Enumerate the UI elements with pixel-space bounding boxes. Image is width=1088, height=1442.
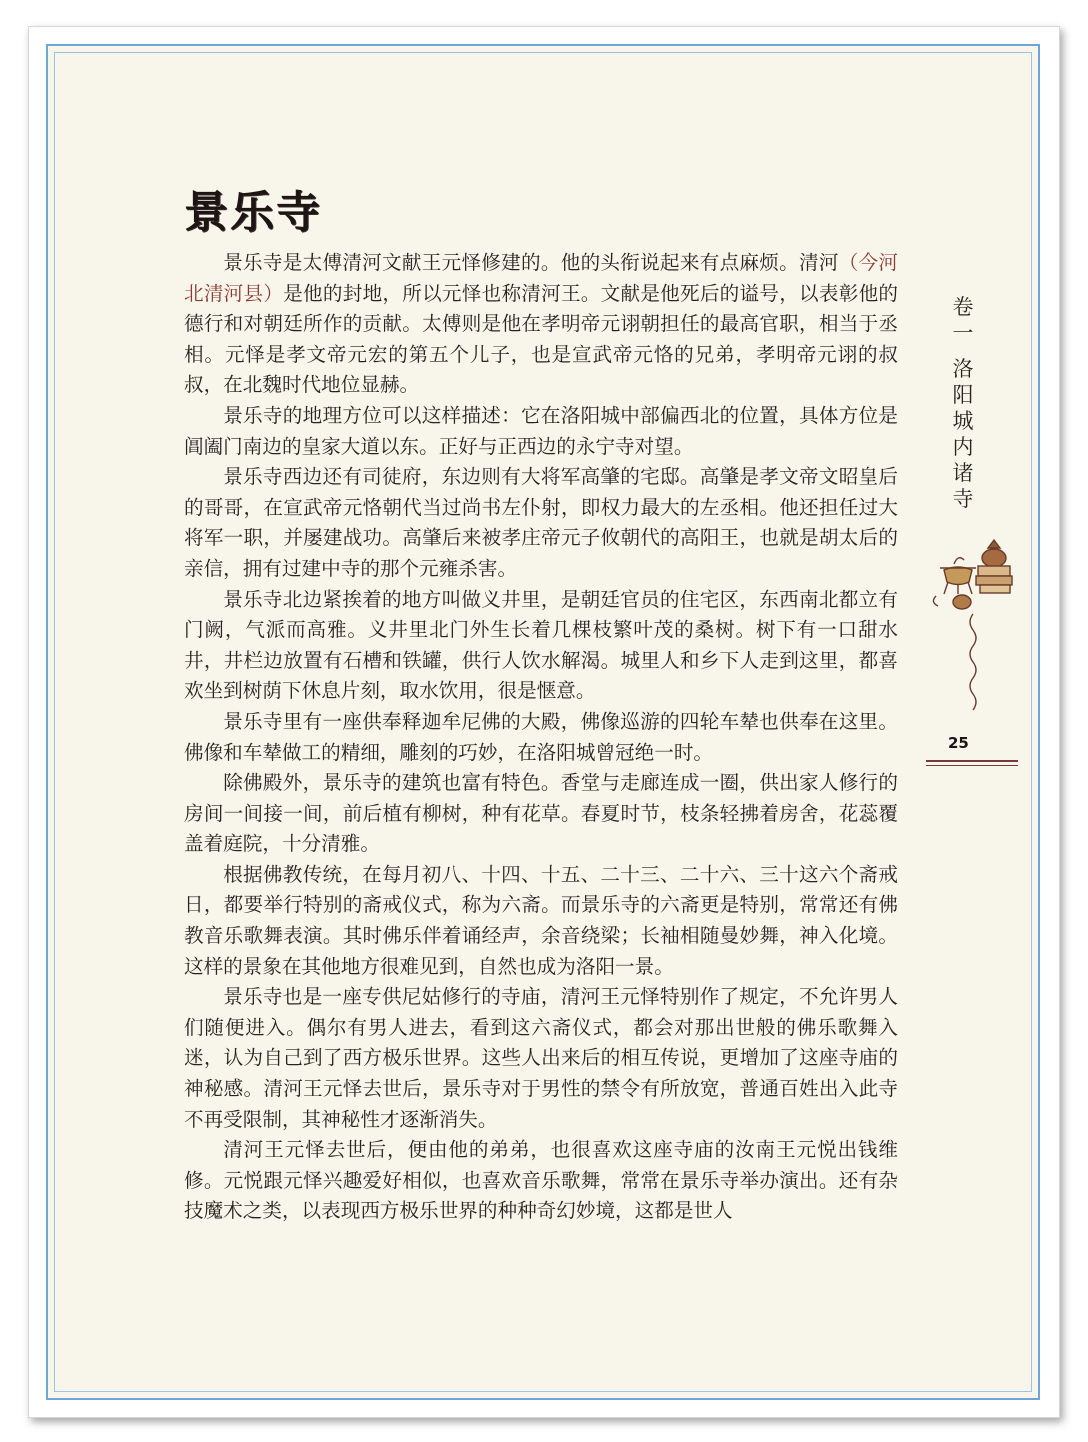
vertical-char: 城 <box>952 409 974 433</box>
paragraph: 景乐寺也是一座专供尼姑修行的寺庙，清河王元怿特别作了规定，不允许男人们随便进入。偶尔有男人进去，看到这六斋仪式，都会对那出世般的佛乐歌舞入迷，认为自己到了西方极乐世界。这些人出来后的相互传说，更增加了这座寺庙的神秘感。清河王元怿去世后，景乐寺对于男性的禁令有所放宽，普通百姓出入此寺不再受限制，其神秘性才逐渐消失。 <box>184 985 898 1131</box>
section-label <box>950 356 976 512</box>
page-number: 25 <box>948 734 969 752</box>
vertical-char: 诸 <box>952 461 974 485</box>
paragraph: 除佛殿外，景乐寺的建筑也富有特色。香堂与走廊连成一圈，供出家人修行的房间一间接一间，前后植有柳树，种有花草。春夏时节，枝条轻拂着房舍，花蕊覆盖着庭院，十分清雅。 <box>184 771 898 856</box>
vertical-char: 寺 <box>952 487 974 511</box>
paragraph <box>184 248 898 401</box>
page-number-rule <box>926 760 1018 762</box>
paragraph: 景乐寺西边还有司徒府，东边则有大将军高肇的宅邸。高肇是孝文帝文昭皇后的哥哥，在宣武帝元恪朝代当过尚书左仆射，即权力最大的左丞相。他还担任过大将军一职，并屡建战功。高肇后来被孝庄帝元子攸朝代的高阳王，也就是胡太后的亲信，拥有过建中寺的那个元雍杀害。 <box>184 465 898 580</box>
chapter-label <box>950 294 976 346</box>
place-note: （今河北清河县） <box>184 251 899 305</box>
article-body <box>184 248 898 1227</box>
vertical-char: 一 <box>952 321 974 345</box>
chapter-vertical-label <box>950 294 976 512</box>
paragraph-text: 是他的封地，所以元怿也称清河王。文献是他死后的谥号，以表彰他的德行和对朝廷所作的贡献。太傅则是他在孝明帝元诩朝担任的最高官职，相当于丞相。元怿是孝文帝元宏的第五个儿子，也是宣武帝元恪的兄弟，孝明帝元诩的叔叔，在北魏时代地位显赫。 <box>184 281 899 397</box>
page-title: 景乐寺 <box>184 187 322 238</box>
paragraph: 景乐寺北边紧挨着的地方叫做义井里，是朝廷官员的住宅区，东西南北都立有门阙，气派而高雅。义井里北门外生长着几棵枝繁叶茂的桑树。树下有一口甜水井，井栏边放置有石槽和铁罐，供行人饮水解渴。城里人和乡下人走到这里，都喜欢坐到树荫下休息片刻，取水饮用，很是惬意。 <box>184 587 898 703</box>
paragraph: 景乐寺的地理方位可以这样描述：它在洛阳城中部偏西北的位置，具体方位是阊阖门南边的皇家大道以东。正好与正西边的永宁寺对望。 <box>184 403 898 458</box>
book-page <box>46 44 1040 1400</box>
paragraph-text: 景乐寺是太傅清河文献王元怿修建的。他的头衔说起来有点麻烦。清河 <box>223 251 839 274</box>
page-number-rule-thin <box>926 765 1018 766</box>
vertical-char: 卷 <box>952 295 974 319</box>
vertical-char: 内 <box>952 435 974 459</box>
running-sidebar <box>926 294 1016 774</box>
paragraph: 根据佛教传统，在每月初八、十四、十五、二十三、二十六、三十这六个斋戒日，都要举行特别的斋戒仪式，称为六斋。而景乐寺的六斋更是特别，常常还有佛教音乐歌舞表演。其时佛乐伴着诵经声，余音绕梁；长袖相随曼妙舞，神入化境。这样的景象在其他地方很难见到，自然也成为洛阳一景。 <box>184 862 898 978</box>
paragraph: 清河王元怿去世后，便由他的弟弟，也很喜欢这座寺庙的汝南王元悦出钱维修。元悦跟元怿兴趣爱好相似，也喜欢音乐歌舞，常常在景乐寺举办演出。还有杂技魔术之类，以表现西方极乐世界的种种奇幻妙境，这都是世人 <box>184 1138 898 1223</box>
incense-burner-and-books-illustration-icon <box>928 534 1018 724</box>
paragraph: 景乐寺里有一座供奉释迦牟尼佛的大殿，佛像巡游的四轮车辇也供奉在这里。佛像和车辇做工的精细，雕刻的巧妙，在洛阳城曾冠绝一时。 <box>184 709 898 764</box>
vertical-char: 阳 <box>952 383 974 407</box>
vertical-char: 洛 <box>952 357 974 381</box>
